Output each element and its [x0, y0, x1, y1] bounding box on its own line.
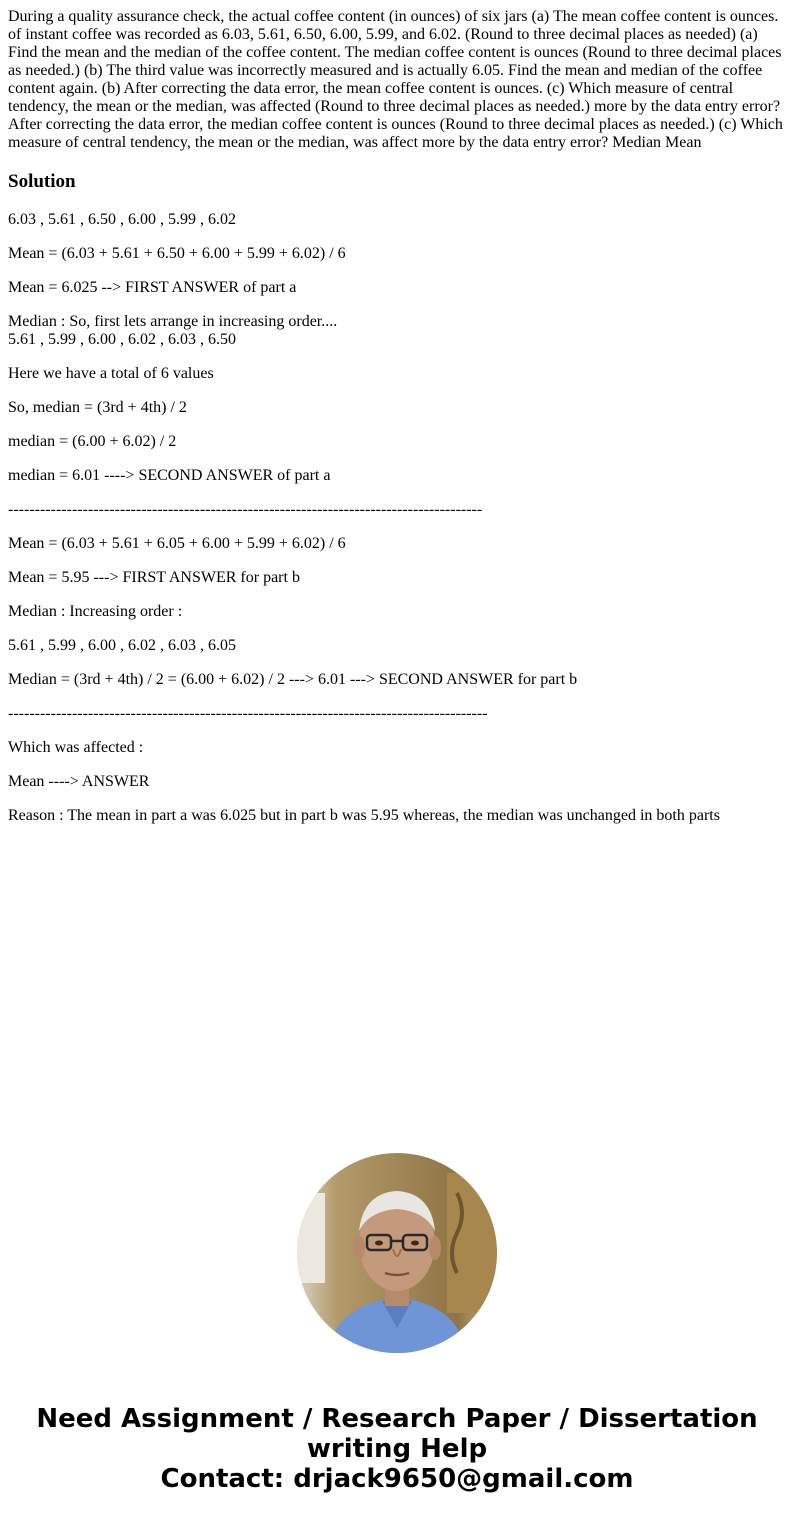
reason-line: Reason : The mean in part a was 6.025 but in part b was 5.95 whereas, the median was unchanged in both parts: [8, 807, 720, 824]
footer-line-1: Need Assignment / Research Paper / Dissertation: [36, 1404, 758, 1434]
divider-1: -----------------------------------------------------------------------------------------: [8, 501, 483, 518]
affected-answer: Mean ----> ANSWER: [8, 773, 150, 790]
mean-formula-a: Mean = (6.03 + 5.61 + 6.50 + 6.00 + 5.99 + 6.02) / 6: [8, 245, 346, 262]
affected-label: Which was affected :: [8, 739, 144, 756]
divider-2: ------------------------------------------------------------------------------------------: [8, 705, 488, 722]
footer-promo: [0, 1404, 794, 1494]
mean-answer-b: Mean = 5.95 ---> FIRST ANSWER for part b: [8, 569, 300, 586]
solution-heading: Solution: [8, 171, 76, 192]
median-order-label: Median : Increasing order :: [8, 603, 183, 620]
footer-contact: Contact: drjack9650@gmail.com: [160, 1464, 634, 1494]
question-text: During a quality assurance check, the actual coffee content (in ounces) of six jars (a) The mean coffee content is ounces. of instant coffee was recorded as 6.03, 5.61, 6.50, 6.00, 5.99, and 6.02. (Round to three decimal places as needed) (a) Find the mean and the median of the coffee content. The median coffee content is ounces (Round to three decimal places as needed.) (b) The third value was incorrectly measured and is actually 6.05. Find the mean and median of the coffee content again. (b) After correcting the data error, the mean coffee content is ounces. (c) Which measure of central tendency, the mean or the median, was affected (Round to three decimal places as needed.) more by the data entry error? After correcting the data error, the median coffee content is ounces (Round to three decimal places as needed.) (c) Which measure of central tendency, the mean or the median, was affect more by the data entry error? Median Mean: [8, 8, 783, 151]
mean-answer-a: Mean = 6.025 --> FIRST ANSWER of part a: [8, 279, 297, 296]
total-values-line: Here we have a total of 6 values: [8, 365, 214, 382]
mean-formula-b: Mean = (6.03 + 5.61 + 6.05 + 6.00 + 5.99 + 6.02) / 6: [8, 535, 346, 552]
sorted-values-b: 5.61 , 5.99 , 6.00 , 6.02 , 6.03 , 6.05: [8, 637, 236, 654]
author-avatar: [297, 1153, 497, 1353]
sorted-values-a: 5.61 , 5.99 , 6.00 , 6.02 , 6.03 , 6.50: [8, 331, 236, 348]
median-rule: So, median = (3rd + 4th) / 2: [8, 399, 187, 416]
author-portrait-image: [297, 1153, 497, 1353]
values-line: 6.03 , 5.61 , 6.50 , 6.00 , 5.99 , 6.02: [8, 211, 236, 228]
solution-body: [8, 211, 786, 825]
median-intro-block: [8, 313, 786, 349]
footer-line-2: writing Help: [306, 1434, 488, 1464]
median-calc: median = (6.00 + 6.02) / 2: [8, 433, 177, 450]
median-answer-b: Median = (3rd + 4th) / 2 = (6.00 + 6.02) / 2 ---> 6.01 ---> SECOND ANSWER for part b: [8, 671, 578, 688]
median-intro: Median : So, first lets arrange in increasing order....: [8, 313, 338, 330]
median-answer-a: median = 6.01 ----> SECOND ANSWER of part a: [8, 467, 331, 484]
